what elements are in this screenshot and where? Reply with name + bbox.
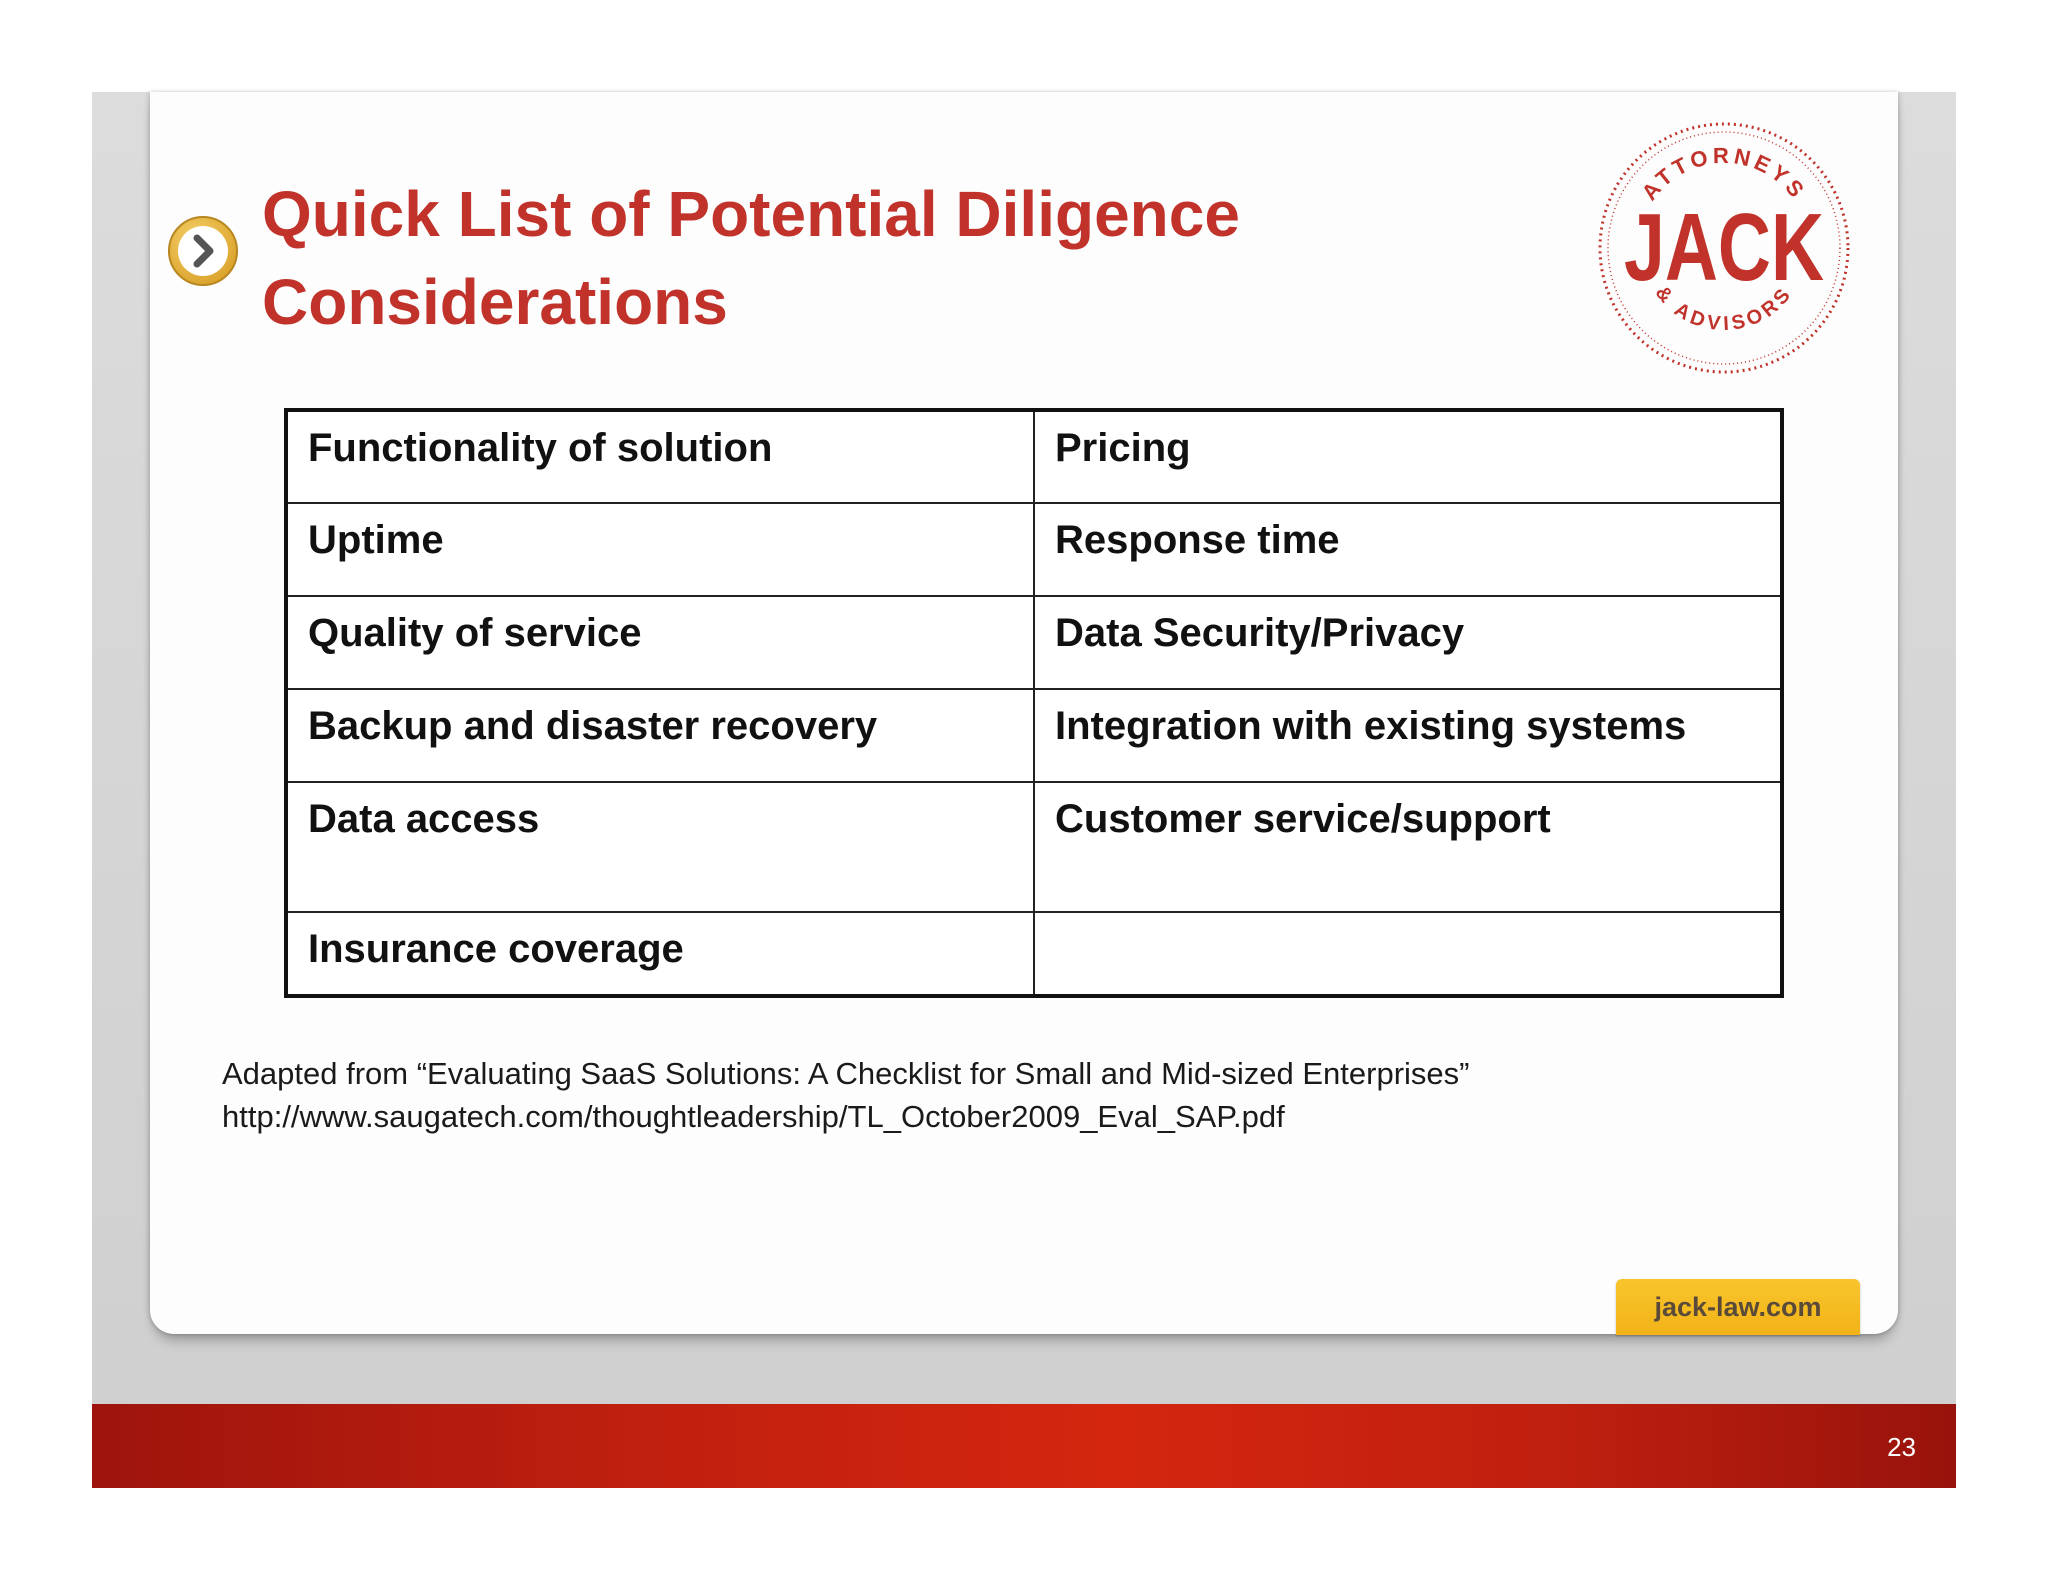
table-row — [286, 410, 1782, 503]
table-cell — [1034, 912, 1782, 996]
table-cell: Data Security/Privacy — [1034, 596, 1782, 689]
table-row — [286, 912, 1782, 996]
chevron-right-icon — [166, 214, 240, 288]
table-cell: Integration with existing systems — [1034, 689, 1782, 782]
table-cell: Response time — [1034, 503, 1782, 596]
table-cell: Backup and disaster recovery — [286, 689, 1034, 782]
attribution-text: Adapted from “Evaluating SaaS Solutions: A Checklist for Small and Mid-sized Enterprises” — [222, 1056, 1470, 1091]
table-row — [286, 596, 1782, 689]
website-badge[interactable]: jack-law.com — [1616, 1279, 1860, 1335]
table-row — [286, 503, 1782, 596]
table-cell: Pricing — [1034, 410, 1782, 503]
footer-bar — [92, 1404, 1956, 1488]
logo-wordmark: JACK — [1624, 194, 1824, 301]
source-attribution — [222, 1052, 1469, 1138]
table-cell: Data access — [286, 782, 1034, 912]
logo-top-arc: ATTORNEYS — [1636, 142, 1812, 205]
jack-logo — [1594, 118, 1854, 378]
table-row — [286, 782, 1782, 912]
table-row — [286, 689, 1782, 782]
diligence-table — [284, 408, 1784, 998]
table-cell: Customer service/support — [1034, 782, 1782, 912]
page-number: 23 — [1887, 1432, 1916, 1462]
table-cell: Insurance coverage — [286, 912, 1034, 996]
attribution-url[interactable]: http://www.saugatech.com/thoughtleadership/TL_October2009_Eval_SAP.pdf — [222, 1099, 1285, 1134]
table-cell: Functionality of solution — [286, 410, 1034, 503]
slide-title: Quick List of Potential Diligence Considerations — [262, 178, 1240, 338]
logo-bottom-arc: & ADVISORS — [1650, 281, 1798, 336]
table-cell: Quality of service — [286, 596, 1034, 689]
table-cell: Uptime — [286, 503, 1034, 596]
